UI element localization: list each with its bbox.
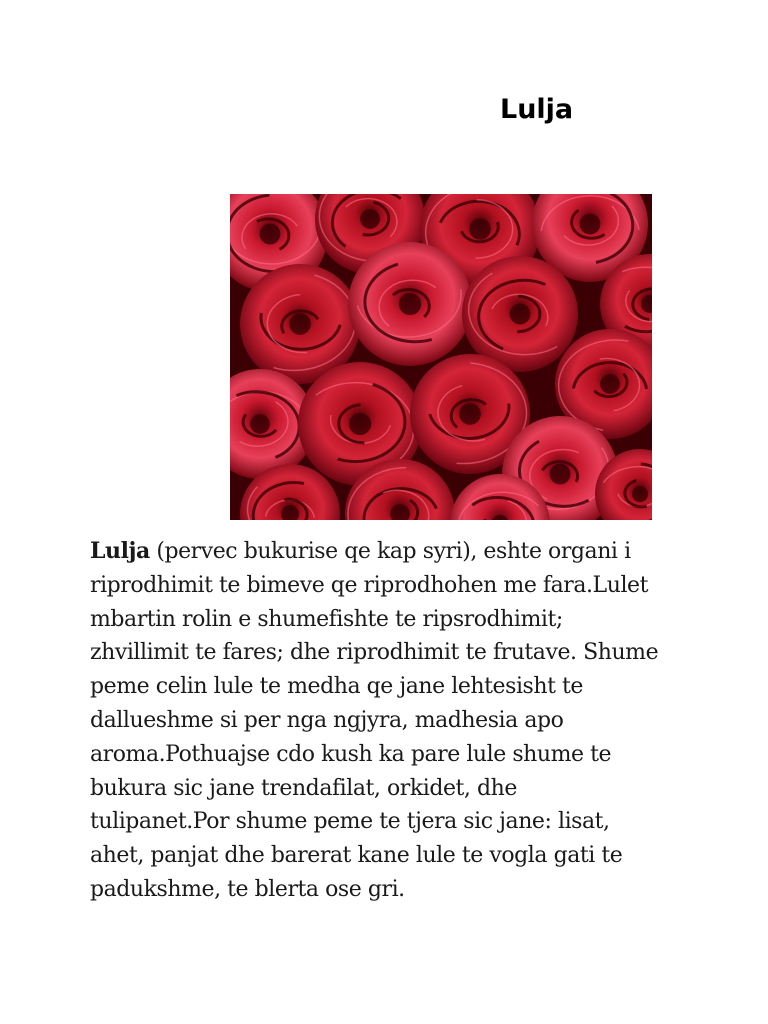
paragraph-line: ahet, panjat dhe barerat kane lule te vogla gati te: [90, 843, 623, 869]
paragraph-term: Lulja: [90, 538, 150, 564]
paragraph-line: riprodhimit te bimeve qe riprodhohen me fara.Lulet: [90, 572, 648, 598]
body-paragraph: [90, 535, 690, 907]
paragraph-line: dallueshme si per nga ngjyra, madhesia apo: [90, 707, 564, 733]
rose-flower: [348, 242, 472, 366]
paragraph-line: zhvillimit te fares; dhe riprodhimit te frutave. Shume: [90, 640, 659, 666]
paragraph-line: peme celin lule te medha qe jane lehtesisht te: [90, 674, 583, 700]
paragraph-line: bukura sic jane trendafilat, orkidet, dhe: [90, 775, 517, 801]
roses-photo: [230, 194, 652, 520]
paragraph-line: padukshme, te blerta ose gri.: [90, 876, 405, 902]
paragraph-line: tulipanet.Por shume peme te tjera sic jane: lisat,: [90, 809, 610, 835]
paragraph-line: aroma.Pothuajse cdo kush ka pare lule shume te: [90, 741, 612, 767]
page-title: Lulja: [500, 94, 574, 125]
rose-flower: [462, 256, 578, 372]
paragraph-first-line-text: (pervec bukurise qe kap syri), eshte organi i: [149, 539, 631, 564]
paragraph-line: mbartin rolin e shumefishte te ripsrodhimit;: [90, 606, 563, 632]
paragraph-line-first: [90, 535, 690, 569]
